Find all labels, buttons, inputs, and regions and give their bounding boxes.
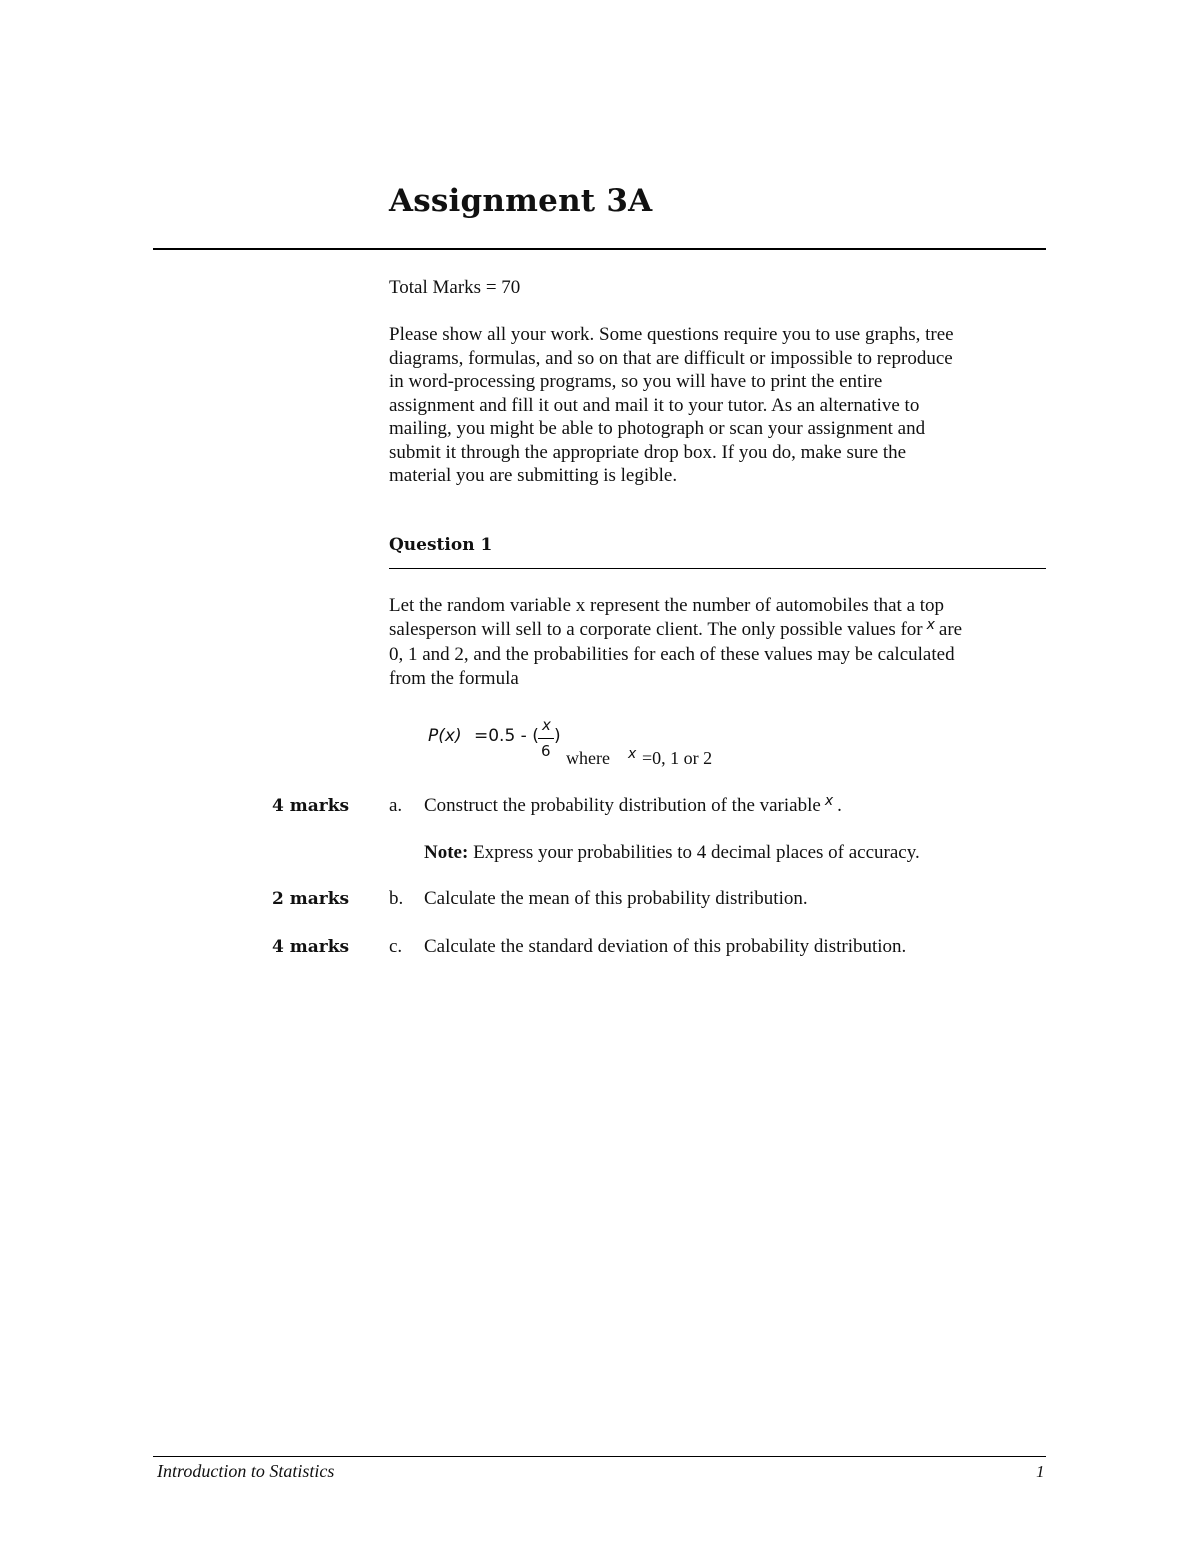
formula-lhs: P(x): [428, 726, 462, 746]
note-label: Note:: [424, 842, 469, 863]
formula-denominator: 6: [541, 742, 551, 760]
total-marks: Total Marks = 70: [389, 277, 521, 298]
instructions-line: submit it through the appropriate drop box. If you do, make sure the: [389, 441, 907, 463]
instructions-paragraph: [389, 323, 1049, 488]
part-a-body: Construct the probability distribution of the variable: [424, 795, 821, 816]
footer-course-title: Introduction to Statistics: [157, 1461, 335, 1481]
note: [424, 842, 920, 864]
formula-where: where: [566, 748, 610, 768]
instructions-line: in word-processing programs, so you will have to print the entire: [389, 371, 883, 392]
question-line: Let the random variable x represent the number of automobiles that a top: [389, 595, 945, 616]
part-b-text: Calculate the mean of this probability distribution.: [424, 888, 808, 909]
part-c-letter: c.: [389, 936, 403, 957]
probability-formula: [428, 716, 768, 772]
page-title: Assignment 3A: [389, 183, 653, 219]
title-divider: [153, 248, 1046, 250]
instructions-line: diagrams, formulas, and so on that are difficult or impossible to reproduce: [389, 347, 953, 369]
part-c-text: Calculate the standard deviation of this probability distribution.: [424, 936, 907, 957]
part-a-text: [424, 795, 842, 817]
variable-x: x: [926, 616, 935, 633]
part-c-marks: 4 marks: [272, 937, 350, 957]
question-divider: [389, 568, 1046, 569]
question-line-pre: salesperson will sell to a corporate client. The only possible values for: [389, 618, 923, 640]
instructions-line: assignment and fill it out and mail it to your tutor. As an alternative to: [389, 394, 920, 416]
part-a-tail: .: [837, 795, 842, 816]
question-line-post: are: [938, 618, 963, 640]
formula-where-var: x: [628, 746, 637, 762]
question-1-heading: Question 1: [389, 535, 493, 555]
question-line: 0, 1 and 2, and the probabilities for each of these values may be calculated: [389, 644, 955, 665]
instructions-line: Please show all your work. Some questions require you to use graphs, tree: [389, 324, 954, 345]
question-line: [389, 618, 1049, 644]
formula-close-paren: ): [554, 726, 561, 746]
question-1-text: [389, 594, 1049, 690]
footer-page-number: 1: [1036, 1462, 1045, 1481]
part-a-letter: a.: [389, 795, 403, 816]
instructions-line: mailing, you might be able to photograph or scan your assignment and: [389, 418, 926, 439]
part-a-marks: 4 marks: [272, 796, 350, 816]
fraction-bar: [538, 738, 554, 739]
part-b-marks: 2 marks: [272, 889, 350, 909]
note-text: Express your probabilities to 4 decimal places of accuracy.: [473, 842, 920, 863]
formula-mid: =0.5 - (: [474, 726, 539, 746]
formula-numerator: x: [542, 716, 551, 734]
formula-domain: =0, 1 or 2: [642, 748, 713, 768]
part-b-letter: b.: [389, 888, 404, 909]
variable-x: x: [824, 793, 834, 809]
question-line: from the formula: [389, 667, 519, 689]
instructions-line: material you are submitting is legible.: [389, 465, 678, 486]
footer-divider: [153, 1456, 1046, 1457]
